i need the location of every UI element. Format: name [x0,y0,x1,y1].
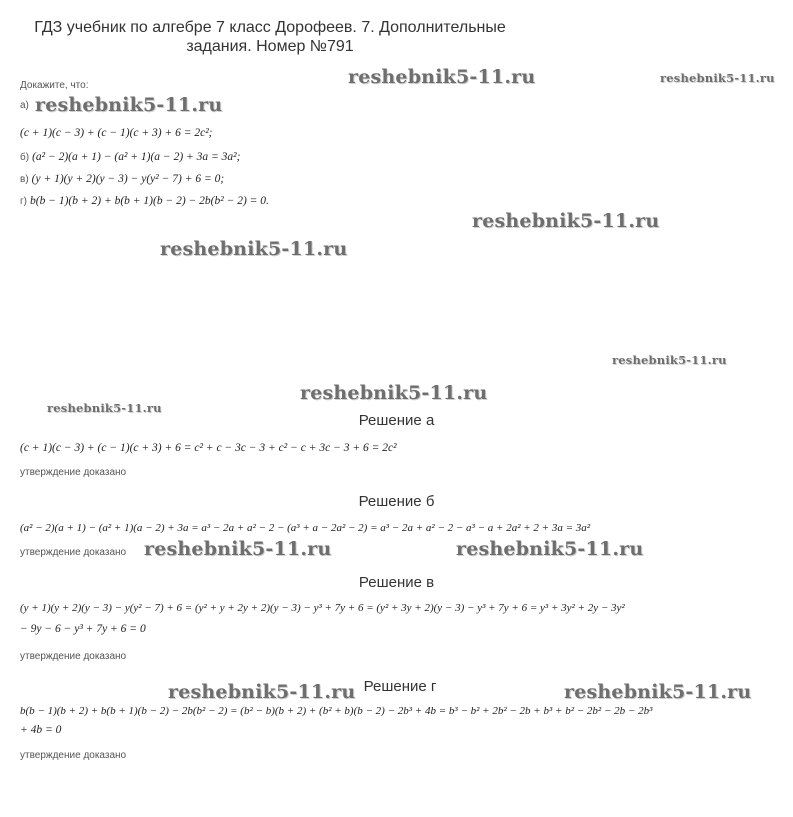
task-item-b-expr: (a² − 2)(a + 1) − (a² + 1)(a − 2) + 3a = 3a²; [32,151,241,163]
solution-a-heading: Решение а [358,412,435,429]
solution-v-note: утверждение доказано [20,651,127,662]
watermark: reshebnik5-11.ru [35,94,223,116]
task-item-c-label: в) [20,174,29,185]
solution-g-line1: b(b − 1)(b + 2) + b(b + 1)(b − 2) − 2b(b² − 2) = (b² − b)(b + 2) + (b² + b)(b − 2) − 2b³ + 4b = b³ − b² + 2b² − 2b + b³ + b² − 2b² − 2b − 2b³ [20,705,653,717]
watermark: reshebnik5-11.ru [47,401,162,415]
solution-b-line1: (a² − 2)(a + 1) − (a² + 1)(a − 2) + 3a = a³ − 2a + a² − 2 − (a³ + a − 2a² − 2) = a³ − 2a + a² − 2 − a³ − a + 2a² + 2 + 3a = 3a² [20,522,591,534]
watermark: reshebnik5-11.ru [160,238,348,260]
solution-a-line1: (c + 1)(c − 3) + (c − 1)(c + 3) + 6 = c² + c − 3c − 3 + c² − c + 3c − 3 + 6 = 2c² [20,442,397,454]
solution-b-heading: Решение б [358,493,435,510]
solution-b-note: утверждение доказано [20,547,127,558]
watermark: reshebnik5-11.ru [660,71,775,85]
solution-g-note: утверждение доказано [20,750,127,761]
task-item-d [20,195,269,207]
solution-v-heading: Решение в [358,574,435,591]
watermark: reshebnik5-11.ru [300,382,488,404]
solution-g-heading: Решение г [363,678,437,695]
solution-a-note: утверждение доказано [20,467,127,478]
watermark: reshebnik5-11.ru [612,353,727,367]
task-item-a-expr: (c + 1)(c − 3) + (c − 1)(c + 3) + 6 = 2c²; [20,127,213,139]
watermark: reshebnik5-11.ru [456,538,644,560]
task-item-b [20,151,240,163]
solution-v-line2: − 9y − 6 − y³ + 7y + 6 = 0 [20,623,146,635]
watermark: reshebnik5-11.ru [564,681,752,703]
task-item-a-label: а) [20,100,29,111]
page-title-line1: ГДЗ учебник по алгебре 7 класс Дорофеев. 7. Дополнительные [34,19,506,36]
task-item-b-label: б) [20,152,30,163]
page-title [0,18,540,56]
page-title-line2: задания. Номер №791 [186,38,354,55]
solution-v-line1: (y + 1)(y + 2)(y − 3) − y(y² − 7) + 6 = (y² + y + 2y + 2)(y − 3) − y³ + 7y + 6 = (y² + 3y + 2)(y − 3) − y³ + 7y + 6 = y³ + 3y² + 2y − 3y² [20,602,625,614]
solution-g-line2: + 4b = 0 [20,724,62,736]
task-item-c [20,173,224,185]
task-item-c-expr: (y + 1)(y + 2)(y − 3) − y(y² − 7) + 6 = 0; [31,173,225,185]
task-item-d-label: г) [20,196,27,207]
task-item-d-expr: b(b − 1)(b + 2) + b(b + 1)(b − 2) − 2b(b² − 2) = 0. [29,195,269,207]
watermark: reshebnik5-11.ru [348,66,536,88]
watermark: reshebnik5-11.ru [168,681,356,703]
watermark: reshebnik5-11.ru [472,210,660,232]
watermark: reshebnik5-11.ru [144,538,332,560]
task-intro: Докажите, что: [20,80,89,91]
